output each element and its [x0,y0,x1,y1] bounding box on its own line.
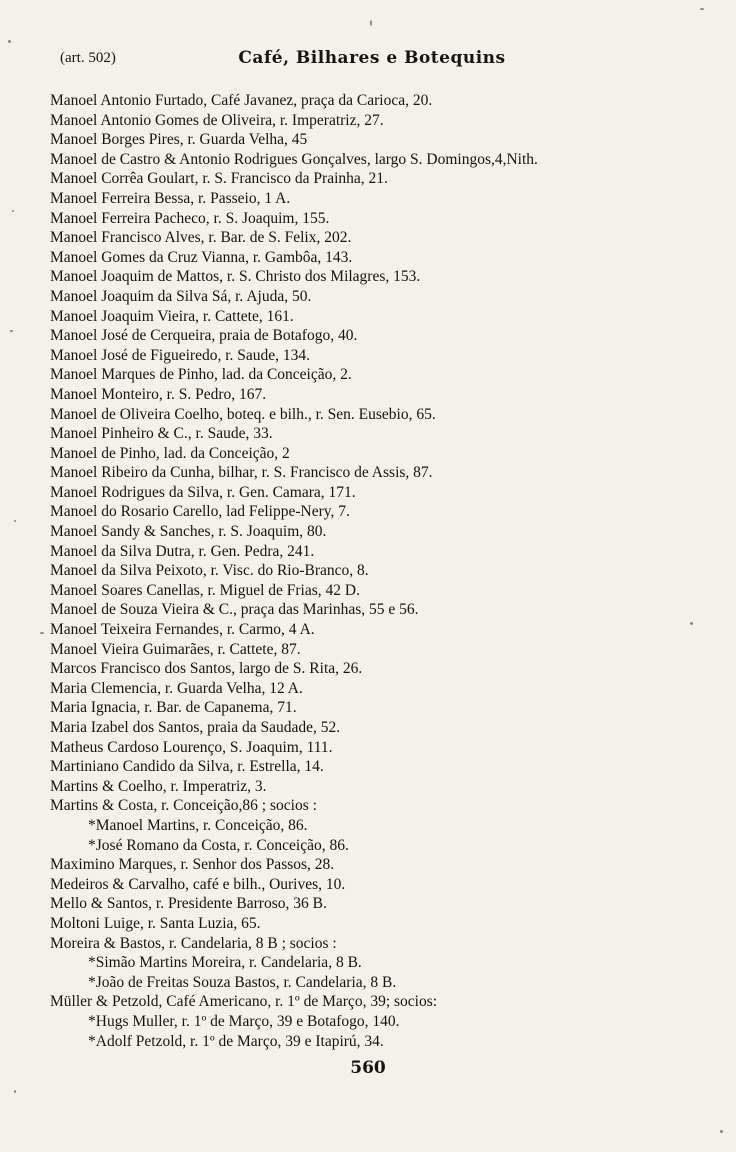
partner-entry: *João de Freitas Souza Bastos, r. Candelaria, 8 B. [88,973,397,991]
directory-entry: Medeiros & Carvalho, café e bilh., Ourives, 10. [50,875,346,893]
directory-entry: Manoel Joaquim de Mattos, r. S. Christo dos Milagres, 153. [50,268,421,286]
directory-entry: Manoel Corrêa Goulart, r. S. Francisco da Prainha, 21. [50,170,388,188]
directory-entry: Maximino Marques, r. Senhor dos Passos, 28. [50,856,335,874]
directory-entry: Manoel José de Cerqueira, praia de Botafogo, 40. [50,327,358,345]
scan-speck [10,330,13,332]
section-title: Café, Bilhares e Botequins [238,48,506,68]
scan-speck [370,20,372,26]
directory-entry: Manoel de Oliveira Coelho, boteq. e bilh., r. Sen. Eusebio, 65. [50,405,436,423]
directory-entry: Manoel Rodrigues da Silva, r. Gen. Camara, 171. [50,483,356,501]
scan-speck [700,8,704,10]
directory-entry: Maria Clemencia, r. Guarda Velha, 12 A. [50,679,303,697]
scan-speck [12,210,14,212]
partner-entry: *José Romano da Costa, r. Conceição, 86. [88,836,349,854]
partner-entry: *Adolf Petzold, r. 1º de Março, 39 e Itapirú, 34. [88,1032,384,1050]
scan-speck [14,520,16,522]
directory-entry: Manoel Joaquim da Silva Sá, r. Ajuda, 50. [50,287,312,305]
directory-entry: Manoel Gomes da Cruz Vianna, r. Gambôa, 143. [50,248,353,266]
directory-entry: Moreira & Bastos, r. Candelaria, 8 B ; socios : [50,934,337,952]
directory-listing [50,91,736,1051]
directory-entry: Manoel Antonio Furtado, Café Javanez, praça da Carioca, 20. [50,92,433,109]
directory-entry: Moltoni Luige, r. Santa Luzia, 65. [50,914,261,932]
directory-entry: Manoel Marques de Pinho, lad. da Conceição, 2. [50,366,352,384]
directory-entry: Manoel de Castro & Antonio Rodrigues Gonçalves, largo S. Domingos,4,Nith. [50,150,538,168]
directory-entry: Mello & Santos, r. Presidente Barroso, 36 B. [50,895,327,913]
directory-entry: Manoel Ribeiro da Cunha, bilhar, r. S. Francisco de Assis, 87. [50,464,433,482]
partner-entry: *Hugs Muller, r. 1º de Março, 39 e Botafogo, 140. [88,1012,400,1030]
directory-entry: Manoel Vieira Guimarães, r. Cattete, 87. [50,640,301,658]
directory-entry: Manoel da Silva Peixoto, r. Visc. do Rio-Branco, 8. [50,562,369,580]
scan-speck [14,1090,16,1093]
directory-entry: Martiniano Candido da Silva, r. Estrella, 14. [50,758,324,776]
partner-entry: *Manoel Martins, r. Conceição, 86. [88,816,308,834]
directory-entry: Manoel Ferreira Pacheco, r. S. Joaquim, 155. [50,209,330,227]
directory-entry: Müller & Petzold, Café Americano, r. 1º de Março, 39; socios: [50,993,438,1011]
directory-entry: Manoel Soares Canellas, r. Miguel de Frias, 42 D. [50,581,360,599]
scan-speck [8,40,11,43]
partner-entry: *Simão Martins Moreira, r. Candelaria, 8 B. [88,954,362,972]
directory-entry: Manoel do Rosario Carello, lad Felippe-Nery, 7. [50,503,350,521]
directory-entry: Manoel Ferreira Bessa, r. Passeio, 1 A. [50,189,291,207]
directory-entry: Marcos Francisco dos Santos, largo de S. Rita, 26. [50,660,363,678]
directory-entry: Manoel da Silva Dutra, r. Gen. Pedra, 241. [50,542,315,560]
directory-entry: Manoel Joaquim Vieira, r. Cattete, 161. [50,307,294,325]
directory-entry: Manoel Francisco Alves, r. Bar. de S. Felix, 202. [50,229,352,247]
directory-entry: Manoel Borges Pires, r. Guarda Velha, 45 [50,131,308,149]
directory-entry: Matheus Cardoso Lourenço, S. Joaquim, 111. [50,738,333,756]
directory-entry: Manoel Sandy & Sanches, r. S. Joaquim, 80. [50,523,327,541]
page-number: 560 [350,1058,386,1078]
directory-entry: Manoel de Pinho, lad. da Conceição, 2 [50,444,290,462]
scan-speck [40,632,44,634]
directory-entry: Martins & Coelho, r. Imperatriz, 3. [50,777,267,795]
directory-entry: Manoel José de Figueiredo, r. Saude, 134. [50,346,311,364]
directory-entry: Manoel Teixeira Fernandes, r. Carmo, 4 A. [50,621,315,639]
directory-entry: Manoel de Souza Vieira & C., praça das Marinhas, 55 e 56. [50,601,419,619]
directory-entry: Manoel Pinheiro & C., r. Saude, 33. [50,425,273,443]
scan-speck [690,622,693,625]
page-header [58,48,686,72]
directory-entry: Manoel Antonio Gomes de Oliveira, r. Imperatriz, 27. [50,111,384,129]
directory-entry: Manoel Monteiro, r. S. Pedro, 167. [50,385,267,403]
scan-speck [720,1130,723,1133]
directory-entry: Martins & Costa, r. Conceição,86 ; socios : [50,797,317,815]
article-reference: (art. 502) [60,50,116,66]
directory-entry: Maria Ignacia, r. Bar. de Capanema, 71. [50,699,297,717]
directory-entry: Maria Izabel dos Santos, praia da Saudade, 52. [50,719,341,736]
